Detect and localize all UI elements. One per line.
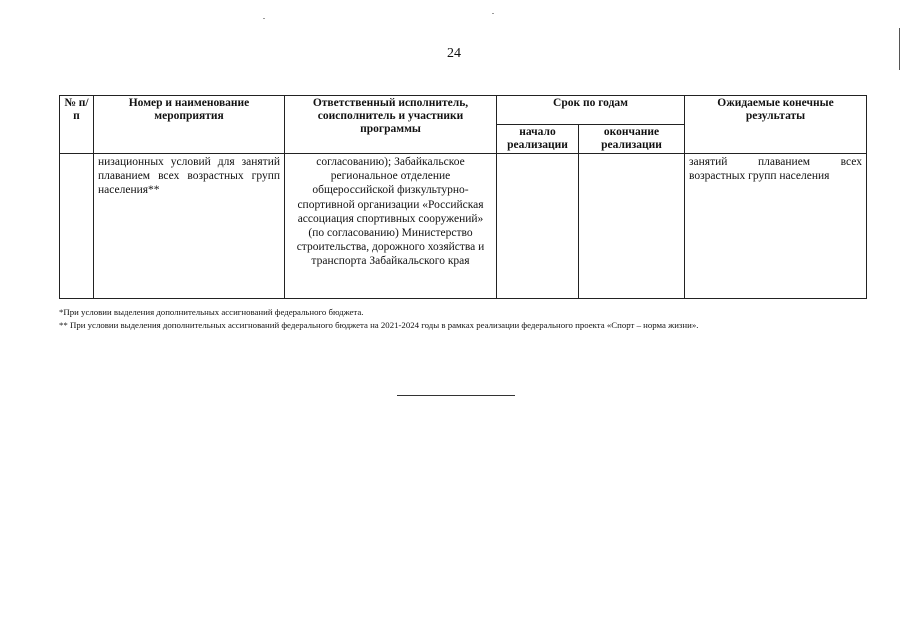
table-row (60, 154, 867, 299)
footnote-2: ** При условии выделения дополнительных ассигнований федерального бюджета на 2021-2024 годы в рамках реализации федерального проекта «Спорт – норма жизни». (59, 320, 699, 330)
cell-start (497, 154, 579, 299)
header-period: Срок по годам (497, 96, 685, 125)
page-edge-mark (899, 28, 900, 70)
cell-results: занятий плаванием всех возрастных групп населения (685, 154, 867, 299)
cell-num (60, 154, 94, 299)
scan-artifact (263, 18, 265, 19)
cell-executor: согласованию); Забайкальское региональное отделение общероссийской физкультурно-спортивной организации «Российская ассоциация спортивных сооружений» (по согласованию) Министерство строительства, дорожного хозяйства и транспорта Забайкальского края (285, 154, 497, 299)
scan-artifact (492, 13, 494, 14)
header-executor: Ответственный исполнитель, соисполнитель и участники программы (285, 96, 497, 154)
end-rule (397, 395, 515, 396)
cell-end (579, 154, 685, 299)
header-results: Ожидаемые конечные результаты (685, 96, 867, 154)
header-start: начало реализации (497, 125, 579, 154)
footnote-1: *При условии выделения дополнительных ассигнований федерального бюджета. (59, 307, 364, 317)
header-event: Номер и наименование мероприятия (94, 96, 285, 154)
header-num: № п/п (60, 96, 94, 154)
program-table (59, 95, 867, 299)
cell-event: низационных условий для занятий плаванием всех возрастных групп населения** (94, 154, 285, 299)
header-row (60, 96, 867, 125)
page-number: 24 (447, 46, 461, 61)
header-end: окончание реализации (579, 125, 685, 154)
